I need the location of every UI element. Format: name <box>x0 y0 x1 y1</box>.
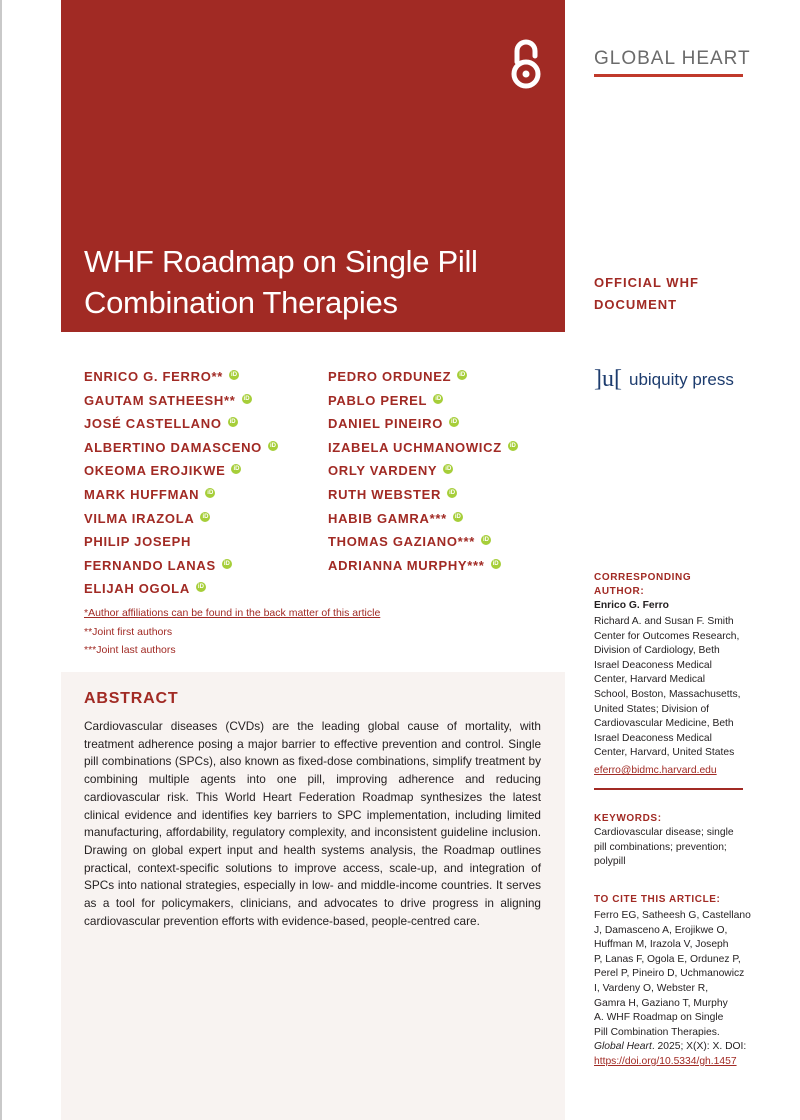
author-name[interactable]: THOMAS GAZIANO*** <box>328 534 475 550</box>
author-name[interactable]: ELIJAH OGOLA <box>84 581 190 597</box>
address-line: Israel Deaconess Medical <box>594 659 712 671</box>
author-name[interactable]: PABLO PEREL <box>328 392 428 408</box>
citation-line: Huffman M, Irazola V, Joseph <box>594 939 729 951</box>
author-name[interactable]: MARK HUFFMAN <box>84 486 200 502</box>
author-row <box>328 462 518 486</box>
author-name[interactable]: FERNANDO LANAS <box>84 557 216 573</box>
author-name[interactable]: GAUTAM SATHEESH** <box>84 392 236 408</box>
orcid-icon[interactable]: iD <box>454 513 461 520</box>
address-line: Center for Outcomes Research, <box>594 630 740 642</box>
orcid-icon[interactable]: iD <box>202 513 209 520</box>
title-line: Combination Therapies <box>84 285 398 320</box>
address-line: Center, Harvard Medical <box>594 674 706 686</box>
affiliation-note-link[interactable]: *Author affiliations can be found in the back matter of this article <box>84 607 381 619</box>
orcid-icon[interactable]: iD <box>243 395 250 402</box>
author-name[interactable]: ALBERTINO DAMASCENO <box>84 439 262 455</box>
author-list-right <box>328 368 518 580</box>
joint-first-note: **Joint first authors <box>84 625 173 638</box>
document-type-label: OFFICIAL WHF DOCUMENT <box>594 275 699 312</box>
section-divider <box>594 788 743 790</box>
corresponding-author-section <box>594 571 744 779</box>
author-row <box>328 510 518 534</box>
citation-line: Pill Combination Therapies. <box>594 1026 720 1038</box>
citation-journal-details: . 2025; X(X): X. DOI: <box>651 1041 747 1053</box>
address-line: United States; Division of <box>594 703 710 715</box>
orcid-icon[interactable]: iD <box>233 466 240 473</box>
orcid-icon[interactable]: iD <box>509 442 516 449</box>
author-row <box>84 486 278 510</box>
address-line: School, Boston, Massachusetts, <box>594 688 741 700</box>
orcid-icon[interactable]: iD <box>482 537 489 544</box>
citation-journal-line <box>594 1040 747 1055</box>
author-row <box>84 392 278 416</box>
keywords-list <box>594 826 744 870</box>
author-list-left <box>84 368 278 604</box>
author-name[interactable]: ENRICO G. FERRO** <box>84 369 224 384</box>
keywords-section <box>594 812 744 870</box>
orcid-icon[interactable]: iD <box>445 466 452 473</box>
citation-text <box>594 909 751 1040</box>
joint-last-note: ***Joint last authors <box>84 644 176 656</box>
author-row <box>328 533 518 557</box>
author-row <box>84 510 278 534</box>
keywords-line: polypill <box>594 856 626 868</box>
journal-underline <box>594 74 743 77</box>
author-name[interactable]: DANIEL PINEIRO <box>328 416 444 432</box>
author-row <box>328 439 518 463</box>
address-line: Center, Harvard, United States <box>594 747 735 759</box>
address-line: Israel Deaconess Medical <box>594 732 712 744</box>
orcid-icon[interactable]: iD <box>269 442 276 449</box>
citation-line: Perel P, Pineiro D, Uchmanowicz <box>594 968 745 980</box>
corresponding-heading: CORRESPONDING AUTHOR: <box>594 572 692 597</box>
author-name[interactable]: PHILIP JOSEPH <box>84 534 192 550</box>
address-line: Division of Cardiology, Beth <box>594 645 720 657</box>
author-name[interactable]: RUTH WEBSTER <box>328 486 442 502</box>
doi-link[interactable]: https://doi.org/10.5334/gh.1457 <box>594 1055 737 1067</box>
author-row <box>328 392 518 416</box>
author-name[interactable]: ORLY VARDENY <box>328 463 438 479</box>
citation-line: Gamra H, Gaziano T, Murphy <box>594 997 728 1009</box>
author-row <box>84 415 278 439</box>
author-row <box>84 580 278 604</box>
citation-section <box>594 893 751 1070</box>
journal-logo <box>594 47 751 79</box>
citation-heading: TO CITE THIS ARTICLE: <box>594 894 721 905</box>
author-row <box>328 557 518 581</box>
author-row <box>328 486 518 510</box>
author-row <box>328 415 518 439</box>
orcid-icon[interactable]: iD <box>449 489 456 496</box>
author-name[interactable]: HABIB GAMRA*** <box>328 510 447 526</box>
page-edge-rule <box>0 0 2 1120</box>
corresponding-email-link[interactable]: eferro@bidmc.harvard.edu <box>594 764 717 776</box>
author-row <box>84 557 278 581</box>
orcid-icon[interactable]: iD <box>451 419 458 426</box>
corresponding-address <box>594 615 744 761</box>
author-name[interactable]: VILMA IRAZOLA <box>84 510 195 526</box>
keywords-line: Cardiovascular disease; single <box>594 827 734 838</box>
author-name[interactable]: ADRIANNA MURPHY*** <box>328 557 485 573</box>
article-title <box>84 241 544 323</box>
author-name[interactable]: OKEOMA EROJIKWE <box>84 463 226 479</box>
author-name[interactable]: IZABELA UCHMANOWICZ <box>328 439 502 455</box>
publisher-logo-icon: ]u[ <box>594 366 622 392</box>
keywords-heading: KEYWORDS: <box>594 813 662 824</box>
citation-line: I, Vardeny O, Webster R, <box>594 982 709 994</box>
orcid-icon[interactable]: iD <box>435 395 442 402</box>
author-row <box>84 439 278 463</box>
author-notes <box>84 604 544 660</box>
citation-line: A. WHF Roadmap on Single <box>594 1012 724 1024</box>
publisher-name: ubiquity press <box>629 370 734 389</box>
citation-line: P, Lanas F, Ogola E, Ordunez P, <box>594 953 741 965</box>
orcid-icon[interactable]: iD <box>197 584 204 591</box>
author-row <box>84 368 278 392</box>
orcid-icon[interactable]: iD <box>459 372 466 378</box>
abstract-text: Cardiovascular diseases (CVDs) are the leading global cause of mortality, with treatment adherence posing a major barrier to effective prevention and control. Single pill combinations (SPCs), also known as fixed-dose combinations, simplify treatment by combining multiple agents into one pill, improving adherence and reducing cardiovascular risk. This World Heart Federation Roadmap synthesizes the latest clinical evidence and identifies key barriers to SPC implementation, including limited manufacturing, affordability, regulatory complexity, and inconsistent guideline inclusion. Drawing on global expert input and health systems analysis, the Roadmap outlines practical, context-specific solutions to improve access, scale-up, and integration of SPCs into national strategies, especially in low- and middle-income countries. It serves as a tool for policymakers, clinicians, and advocates to drive progress in aligning cardiovascular prevention efforts with evidence-based, people-centred care. <box>84 719 541 928</box>
author-row <box>84 462 278 486</box>
author-name[interactable]: JOSÉ CASTELLANO <box>84 416 222 432</box>
orcid-icon[interactable]: iD <box>229 419 236 426</box>
author-row <box>328 368 518 392</box>
orcid-icon[interactable]: iD <box>492 560 499 567</box>
address-line: Cardiovascular Medicine, Beth <box>594 718 734 730</box>
orcid-icon[interactable]: iD <box>223 560 230 567</box>
author-name[interactable]: PEDRO ORDUNEZ <box>328 369 452 384</box>
abstract-heading: ABSTRACT <box>84 690 179 707</box>
author-row <box>84 533 278 557</box>
citation-line: Ferro EG, Satheesh G, Castellano <box>594 910 751 921</box>
citation-journal-name: Global Heart <box>594 1041 652 1053</box>
open-access-icon <box>506 36 546 92</box>
orcid-icon[interactable]: iD <box>207 489 214 496</box>
keywords-line: pill combinations; prevention; <box>594 841 727 853</box>
title-line: WHF Roadmap on Single Pill <box>84 244 478 279</box>
journal-name: GLOBAL HEART <box>594 48 751 69</box>
address-line: Richard A. and Susan F. Smith <box>594 616 734 627</box>
citation-line: J, Damasceno A, Erojikwe O, <box>594 924 728 936</box>
orcid-icon[interactable]: iD <box>231 372 238 378</box>
corresponding-name: Enrico G. Ferro <box>594 600 669 611</box>
